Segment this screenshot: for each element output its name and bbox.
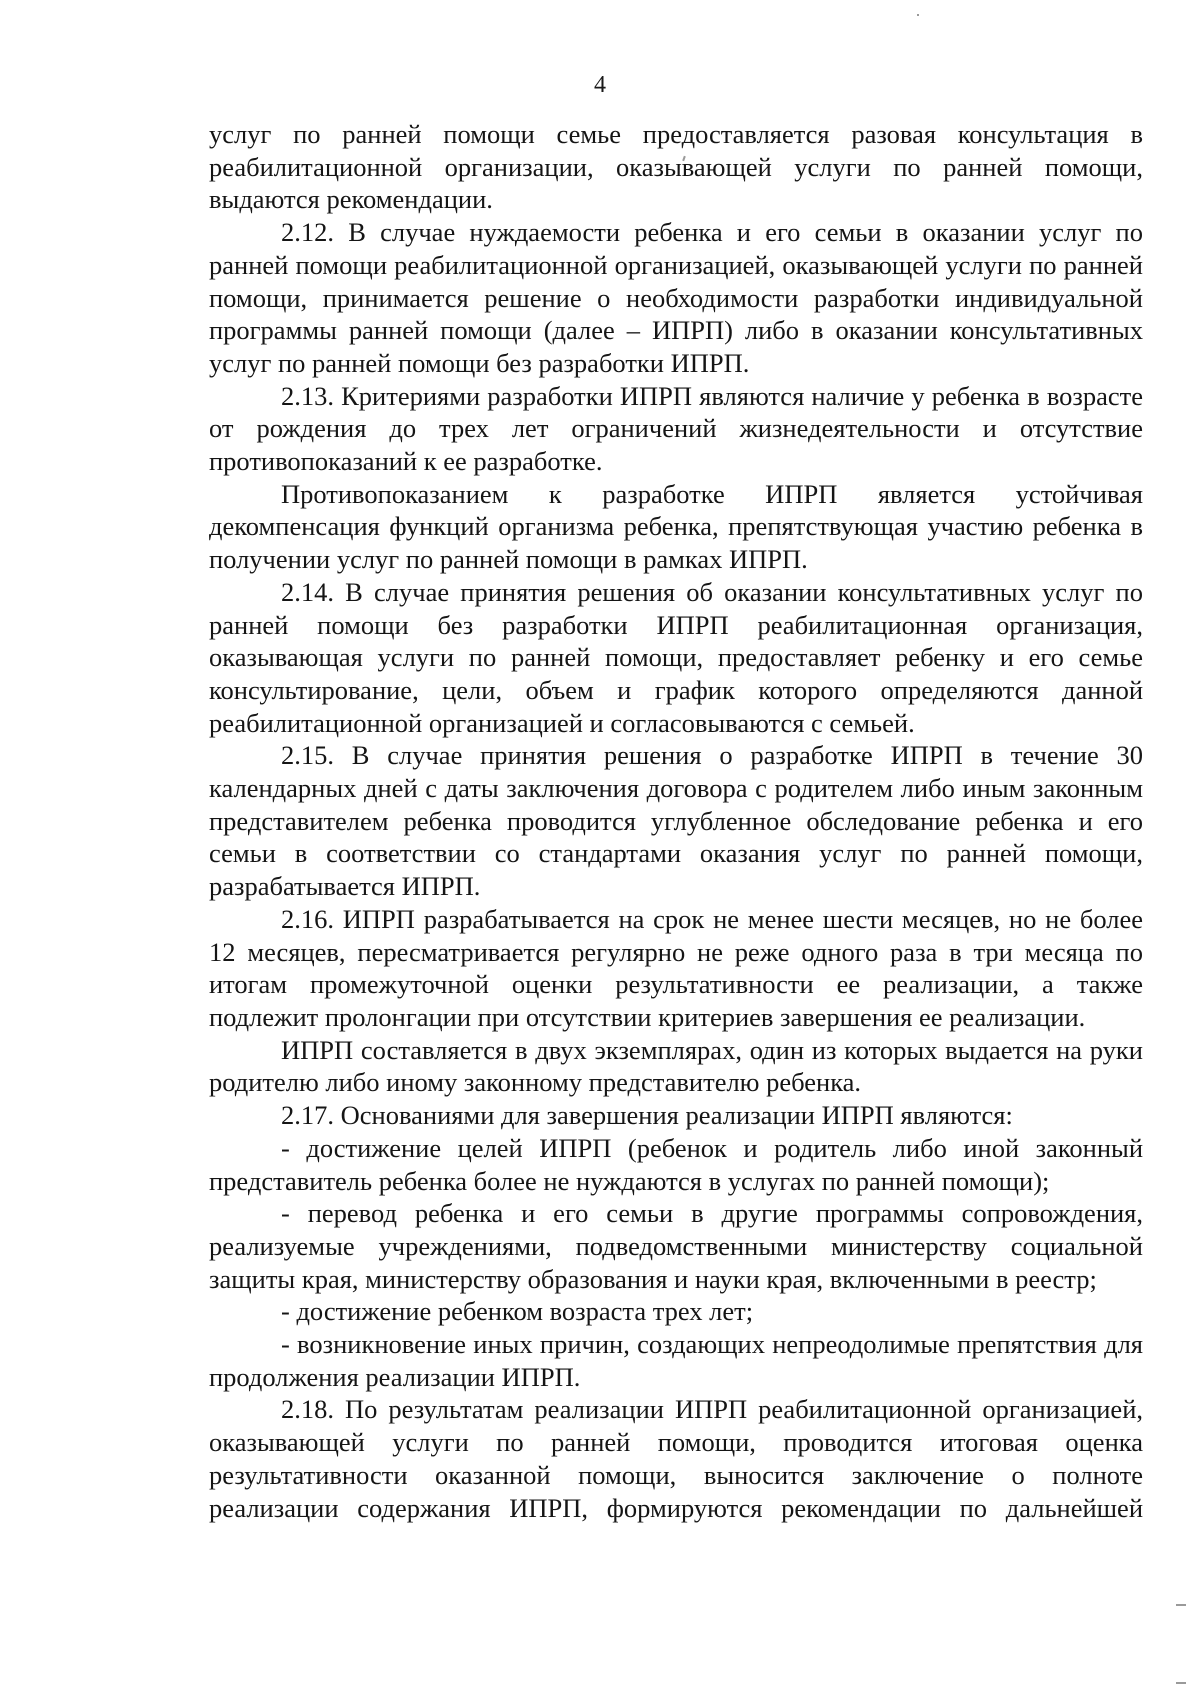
paragraph-2-18: 2.18. По результатам реализации ИПРП реабилитационной организацией, оказывающей услуги по ранней помощи, проводится итоговая оценка результативности оказанной помощи, выносится заключение о полноте реализации содержания ИПРП, формируются рекомендации по дальнейшей: [209, 1394, 1143, 1523]
list-item-transfer: - перевод ребенка и его семьи в другие программы сопровождения, реализуемые учреждениями, подведомственными министерству социальной защиты края, министерству образования и науки края, включенными в реестр;: [209, 1198, 1143, 1294]
paragraph: услуг по ранней помощи семье предоставляется разовая консультация в реабилитационной организации, оказывающей услуги по ранней помощи, выдаются рекомендации.: [209, 119, 1143, 215]
document-body: [209, 118, 1143, 1524]
paragraph-2-12: 2.12. В случае нуждаемости ребенка и его семьи в оказании услуг по ранней помощи реабилитационной организацией, оказывающей услуги по ранней помощи, принимается решение о необходимости разработки индивидуальной программы ранней помощи (далее – ИПРП) либо в оказании консультативных услуг по ранней помощи без разработки ИПРП.: [209, 217, 1143, 378]
paragraph-2-17: 2.17. Основаниями для завершения реализации ИПРП являются:: [281, 1100, 1013, 1131]
scan-speck: [917, 14, 919, 16]
scan-speck: [1176, 1682, 1186, 1684]
paragraph-copies: ИПРП составляется в двух экземплярах, один из которых выдается на руки родителю либо иному законному представителю ребенка.: [209, 1034, 1143, 1098]
page-number: 4: [594, 72, 606, 98]
paragraph-contraindication: Противопоказанием к разработке ИПРП является устойчивая декомпенсация функций организма ребенка, препятствующая участию ребенка в получении услуг по ранней помощи в рамках ИПРП.: [209, 478, 1143, 575]
list-item-age: - достижение ребенком возраста трех лет;: [281, 1296, 754, 1327]
list-item-goals-achieved: - достижение целей ИПРП (ребенок и родитель либо иной законный представитель ребенка более не нуждаются в услугах по ранней помощи);: [209, 1132, 1143, 1196]
paragraph-2-15: 2.15. В случае принятия решения о разработке ИПРП в течение 30 календарных дней с даты заключения договора с родителем либо иным законным представителем ребенка проводится углубленное обследование ребенка и его семьи в соответствии со стандартами оказания услуг по ранней помощи, разрабатывается ИПРП.: [209, 740, 1143, 902]
list-item-other-reasons: - возникновение иных причин, создающих непреодолимые препятствия для продолжения реализации ИПРП.: [209, 1329, 1143, 1392]
paragraph-2-13: 2.13. Критериями разработки ИПРП являются наличие у ребенка в возрасте от рождения до трех лет ограничений жизнедеятельности и отсутствие противопоказаний к ее разработке.: [209, 380, 1143, 477]
scan-speck: [1176, 1604, 1186, 1606]
paragraph-2-14: 2.14. В случае принятия решения об оказании консультативных услуг по ранней помощи без разработки ИПРП реабилитационная организация, оказывающая услуги по ранней помощи, предоставляет ребенку и его семье консультирование, цели, объем и график которого определяются данной реабилитационной организацией и согласовываются с семьей.: [209, 576, 1143, 738]
paragraph-2-16: 2.16. ИПРП разрабатывается на срок не менее шести месяцев, но не более 12 месяцев, пересматривается регулярно не реже одного раза в три месяца по итогам промежуточной оценки результативности ее реализации, а также подлежит пролонгации при отсутствии критериев завершения ее реализации.: [209, 903, 1143, 1032]
